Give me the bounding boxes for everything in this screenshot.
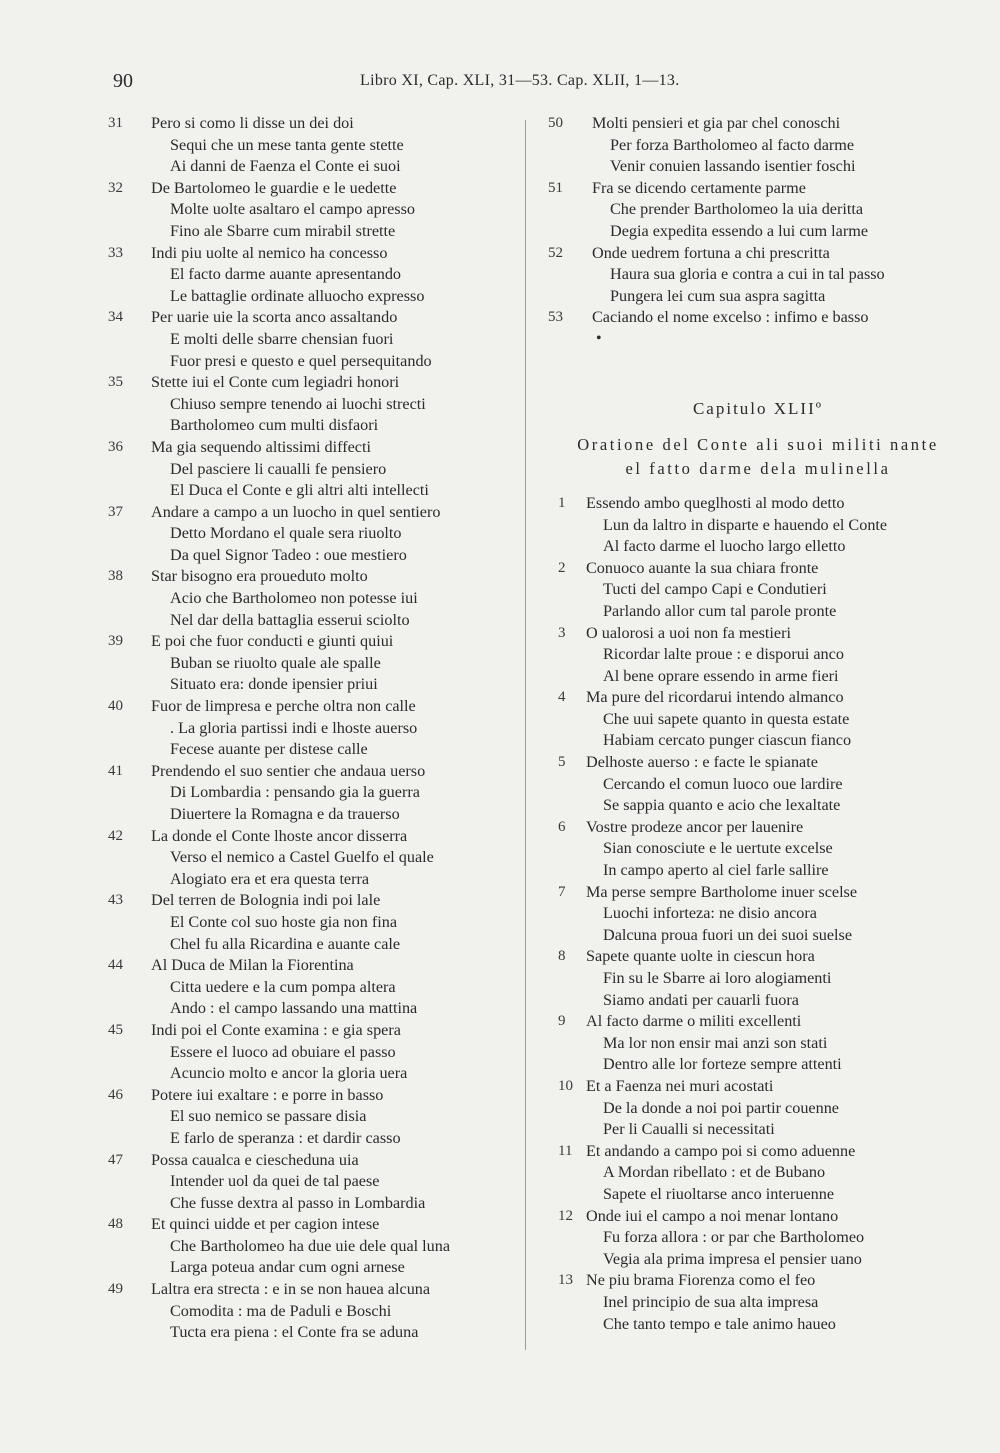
chapter-subtitle-line: el fatto darme dela mulinella xyxy=(625,458,891,478)
left-column xyxy=(108,113,528,1344)
chapter-title: Capitulo XLIIº xyxy=(692,398,824,418)
verse-line: Al facto darme o militi excellenti xyxy=(586,1012,802,1031)
stanza-number: 6 xyxy=(558,818,566,835)
running-head: Libro XI, Cap. XLI, 31—53. Cap. XLII, 1—13. xyxy=(360,72,680,89)
verse-line: Laltra era strecta : e in se non hauea alcuna xyxy=(151,1280,431,1299)
verse-line: Degia expedita essendo a lui cum larme xyxy=(610,221,869,240)
stanza xyxy=(108,243,528,308)
stanza-number: 45 xyxy=(108,1021,123,1038)
verse-line: Che prender Bartholomeo la uia deritta xyxy=(610,200,864,219)
stanza-number: 3 xyxy=(558,624,566,641)
verse-line: Acio che Bartholomeo non potesse iui xyxy=(170,589,418,608)
chapter-stanzas xyxy=(548,493,968,1335)
stanza xyxy=(548,687,968,752)
stanza-number: 51 xyxy=(548,179,563,196)
verse-line: Essere el luoco ad obuiare el passo xyxy=(170,1042,396,1061)
verse-line: Diuertere la Romagna e da trauerso xyxy=(170,805,400,823)
verse-line: Al facto darme el luocho largo elletto xyxy=(603,537,846,556)
verse-line: O ualorosi a uoi non fa mestieri xyxy=(586,623,791,642)
stanza xyxy=(108,1214,528,1279)
stanza-number: 48 xyxy=(108,1216,123,1233)
stanza-number: 40 xyxy=(108,698,123,715)
verse-line: Habiam cercato punger ciascun fianco xyxy=(603,731,852,750)
stanza xyxy=(108,502,528,567)
verse-line: Ricordar lalte proue : e disporui anco xyxy=(603,645,844,664)
verse-line: Molte uolte asaltaro el campo apresso xyxy=(170,200,415,219)
verse-line: Pero si como li disse un dei doi xyxy=(151,114,354,132)
verse-line: Inel principio de sua alta impresa xyxy=(603,1292,819,1311)
stanza-number: 2 xyxy=(558,559,566,576)
stanza-number: 7 xyxy=(558,883,566,900)
verse-line: Intender uol da quei de tal paese xyxy=(170,1172,380,1191)
verse-line: Prendendo el suo sentier che andaua uerso xyxy=(151,761,426,780)
stanza xyxy=(548,1206,968,1271)
verse-line: . La gloria partissi indi e lhoste auerso xyxy=(170,718,418,737)
stanza-number: 11 xyxy=(558,1142,573,1159)
stanza-number: 39 xyxy=(108,633,123,650)
verse-line: Acuncio molto e ancor la gloria uera xyxy=(170,1064,408,1083)
verse-line: Haura sua gloria e contra a cui in tal passo xyxy=(610,265,885,284)
chapter-subtitle xyxy=(548,433,968,481)
stanza xyxy=(548,946,968,1011)
stanza-number: 49 xyxy=(108,1281,123,1298)
stanza-number: 41 xyxy=(108,762,123,779)
verse-line: Alogiato era et era questa terra xyxy=(170,869,370,888)
verse-line: Et a Faenza nei muri acostati xyxy=(586,1076,774,1095)
stanza-number: 5 xyxy=(558,754,566,771)
verse-line: Che uui sapete quanto in questa estate xyxy=(603,709,850,728)
verse-line: Potere iui exaltare : e porre in basso xyxy=(151,1085,384,1104)
stanza xyxy=(548,113,968,178)
stanza-number: 44 xyxy=(108,957,123,974)
verse-line: Tucta era piena : el Conte fra se aduna xyxy=(170,1323,419,1342)
verse-line: Per uarie uie la scorta anco assaltando xyxy=(151,308,398,327)
stanza xyxy=(108,761,528,826)
verse-line: Star bisogno era proueduto molto xyxy=(151,567,368,586)
verse-line: Del terren de Bolognia indi poi lale xyxy=(151,891,381,910)
stanza-number: 46 xyxy=(108,1086,123,1103)
verse-line: Al Duca de Milan la Fiorentina xyxy=(151,956,354,975)
verse-line: Ando : el campo lassando una mattina xyxy=(170,999,418,1018)
verse-line: Sequi che un mese tanta gente stette xyxy=(170,135,404,154)
verse-line: Pungera lei cum sua aspra sagitta xyxy=(610,286,826,305)
stanza xyxy=(548,1270,968,1335)
verse-line: Et quinci uidde et per cagion intese xyxy=(151,1215,380,1234)
stanza xyxy=(108,178,528,243)
verse-line: Molti pensieri et gia par chel conoschi xyxy=(592,114,841,132)
verse-line: Vegia ala prima impresa el pensier uano xyxy=(603,1249,862,1268)
stanza xyxy=(548,493,968,558)
verse-line: Sapete quante uolte in ciescun hora xyxy=(586,947,815,966)
verse-line: Situato era: donde ipensier priui xyxy=(170,675,378,694)
verse-line: Ma lor non ensir mai anzi son stati xyxy=(603,1033,828,1052)
separator-mark: • xyxy=(596,329,602,347)
stanza-number: 8 xyxy=(558,948,566,965)
stanza xyxy=(548,1076,968,1141)
stanza-number: 35 xyxy=(108,374,123,391)
verse-line: Per li Caualli si necessitati xyxy=(603,1120,775,1139)
verse-line: Ma perse sempre Bartholome inuer scelse xyxy=(586,882,858,901)
verse-line: Parlando allor cum tal parole pronte xyxy=(603,601,837,620)
chapter-subtitle-line: Oratione del Conte ali suoi militi nante xyxy=(577,434,939,454)
verse-line: Et andando a campo poi si como aduenne xyxy=(586,1141,856,1160)
stanza xyxy=(108,890,528,955)
verse-line: E farlo de speranza : et dardir casso xyxy=(170,1128,401,1147)
page-number: 90 xyxy=(113,70,133,92)
verse-line: Tucti del campo Capi e Condutieri xyxy=(603,580,827,599)
verse-line: Dentro alle lor forteze sempre attenti xyxy=(603,1055,842,1074)
stanza-number: 38 xyxy=(108,568,123,585)
verse-line: Vostre prodeze ancor per lauenire xyxy=(586,817,804,836)
verse-line: Ai danni de Faenza el Conte ei suoi xyxy=(170,157,401,176)
stanza xyxy=(108,696,528,761)
verse-line: E molti delle sbarre chensian fuori xyxy=(170,329,394,348)
verse-line: In campo aperto al ciel farle sallire xyxy=(603,861,829,880)
verse-line: Chel fu alla Ricardina e auante cale xyxy=(170,934,401,953)
verse-line: La donde el Conte lhoste ancor disserra xyxy=(151,826,408,845)
column-divider xyxy=(525,120,526,1350)
verse-line: Ne piu brama Fiorenza como el feo xyxy=(586,1271,816,1290)
stanza-number: 47 xyxy=(108,1151,123,1168)
stanza xyxy=(548,623,968,688)
verse-line: Detto Mordano el quale sera riuolto xyxy=(170,524,402,543)
verse-line: Cercando el comun luoco oue lardire xyxy=(603,774,843,793)
verse-line: Onde iui el campo a noi menar lontano xyxy=(586,1206,839,1225)
verse-line: Siamo andati per cauarli fuora xyxy=(603,990,799,1009)
stanza-number: 34 xyxy=(108,309,123,326)
stanza-number: 33 xyxy=(108,244,123,261)
verse-line: Larga poteua andar cum ogni arnese xyxy=(170,1258,405,1277)
verse-line: El suo nemico se passare disia xyxy=(170,1107,367,1126)
verse-line: Che fusse dextra al passo in Lombardia xyxy=(170,1193,426,1212)
verse-line: Indi piu uolte al nemico ha concesso xyxy=(151,243,388,262)
verse-line: Di Lombardia : pensando gia la guerra xyxy=(170,783,420,802)
verse-line: Lun da laltro in disparte e hauendo el Conte xyxy=(603,515,888,534)
verse-line: Chiuso sempre tenendo ai luochi strecti xyxy=(170,394,426,413)
verse-line: Ma pure del ricordarui intendo almanco xyxy=(586,688,844,707)
verse-line: Al bene oprare essendo in arme fieri xyxy=(603,666,839,685)
verse-line: Luochi inforteza: ne disio ancora xyxy=(603,904,817,923)
verse-line: Buban se riuolto quale ale spalle xyxy=(170,653,381,672)
verse-line: Nel dar della battaglia esserui sciolto xyxy=(170,610,410,629)
stanza xyxy=(548,817,968,882)
verse-line: Possa caualca e ciescheduna uia xyxy=(151,1150,359,1169)
verse-line: Da quel Signor Tadeo : oue mestiero xyxy=(170,545,407,564)
verse-line: Fra se dicendo certamente parme xyxy=(592,178,806,197)
verse-line: Andare a campo a un luocho in quel sentiero xyxy=(151,502,441,521)
stanza xyxy=(108,955,528,1020)
stanza xyxy=(548,307,968,329)
verse-line: Citta uedere e la cum pompa altera xyxy=(170,977,396,996)
stanza-number: 43 xyxy=(108,892,123,909)
stanza-number: 1 xyxy=(558,494,566,511)
stanza-number: 42 xyxy=(108,827,123,844)
verse-line: Del pasciere li caualli fe pensiero xyxy=(170,459,387,478)
stanza xyxy=(548,243,968,308)
verse-line: Conuoco auante la sua chiara fronte xyxy=(586,558,819,577)
verse-line: Ma gia sequendo altissimi diffecti xyxy=(151,437,371,456)
verse-line: Fu forza allora : or par che Bartholomeo xyxy=(603,1228,865,1247)
verse-line: Sapete el riuoltarse anco interuenne xyxy=(603,1184,835,1203)
stanza xyxy=(548,1141,968,1206)
stanza-number: 4 xyxy=(558,689,566,706)
stanza-number: 50 xyxy=(548,115,563,131)
stanza xyxy=(108,1020,528,1085)
verse-line: A Mordan ribellato : et de Bubano xyxy=(603,1163,826,1182)
verse-line: Sian conosciute e le uertute excelse xyxy=(603,839,833,858)
verse-line: Dalcuna proua fuori un dei suoi suelse xyxy=(603,925,853,944)
verse-line: Caciando el nome excelso : infimo e basso xyxy=(592,308,869,327)
stanza xyxy=(548,882,968,947)
verse-line: Fecese auante per distese calle xyxy=(170,740,368,759)
verse-line: Se sappia quanto e acio che lexaltate xyxy=(603,796,841,815)
verse-line: Per forza Bartholomeo al facto darme xyxy=(610,135,855,154)
verse-line: Che tanto tempo e tale animo haueo xyxy=(603,1314,836,1333)
stanza-number: 53 xyxy=(548,309,563,326)
stanza xyxy=(108,826,528,891)
stanza xyxy=(108,1150,528,1215)
verse-line: El Conte col suo hoste gia non fina xyxy=(170,912,398,931)
verse-line: Fuor presi e questo e quel persequitando xyxy=(170,351,432,370)
stanza xyxy=(548,1011,968,1076)
verse-line: Venir conuien lassando isentier foschi xyxy=(610,157,856,176)
right-column xyxy=(548,113,968,1335)
verse-line: Le battaglie ordinate alluocho expresso xyxy=(170,286,425,305)
stanza-number: 13 xyxy=(558,1272,573,1289)
verse-line: Bartholomeo cum multi disfaori xyxy=(170,416,379,435)
verse-line: E poi che fuor conducti e giunti quiui xyxy=(151,632,394,651)
verse-line: Comodita : ma de Paduli e Boschi xyxy=(170,1301,392,1320)
verse-line: Essendo ambo queglhosti al modo detto xyxy=(586,493,845,512)
stanza xyxy=(108,113,528,178)
stanza xyxy=(108,566,528,631)
stanza xyxy=(548,558,968,623)
verse-line: El facto darme auante apresentando xyxy=(170,265,402,284)
verse-line: Fin su le Sbarre ai loro alogiamenti xyxy=(603,969,832,987)
stanza-number: 37 xyxy=(108,503,123,520)
verse-line: Che Bartholomeo ha due uie dele qual luna xyxy=(170,1236,451,1255)
verse-line: Fuor de limpresa e perche oltra non calle xyxy=(151,697,416,716)
verse-line: De la donde a noi poi partir couenne xyxy=(603,1098,839,1117)
verse-line: Fino ale Sbarre cum mirabil strette xyxy=(170,221,396,240)
verse-line: Verso el nemico a Castel Guelfo el quale xyxy=(170,848,434,867)
verse-line: Indi poi el Conte examina : e gia spera xyxy=(151,1020,401,1039)
right-stanzas xyxy=(548,113,968,329)
verse-line: Delhoste auerso : e facte le spianate xyxy=(586,753,818,772)
stanza xyxy=(548,178,968,243)
verse-line: De Bartolomeo le guardie e le uedette xyxy=(151,178,397,197)
verse-line: El Duca el Conte e gli altri alti intellecti xyxy=(170,481,429,500)
stanza xyxy=(108,1279,528,1344)
stanza xyxy=(108,437,528,502)
stanza xyxy=(108,631,528,696)
stanza xyxy=(108,307,528,372)
stanza-number: 52 xyxy=(548,244,563,261)
stanza xyxy=(108,372,528,437)
stanza-number: 12 xyxy=(558,1207,573,1224)
stanza-number: 10 xyxy=(558,1077,573,1094)
stanza-number: 31 xyxy=(108,115,123,131)
stanza-number: 36 xyxy=(108,438,123,455)
stanza-number: 32 xyxy=(108,179,123,196)
stanza xyxy=(548,752,968,817)
stanza xyxy=(108,1085,528,1150)
verse-line: Onde uedrem fortuna a chi prescritta xyxy=(592,243,830,262)
stanza-number: 9 xyxy=(558,1013,566,1030)
verse-line: Stette iui el Conte cum legiadri honori xyxy=(151,373,400,392)
